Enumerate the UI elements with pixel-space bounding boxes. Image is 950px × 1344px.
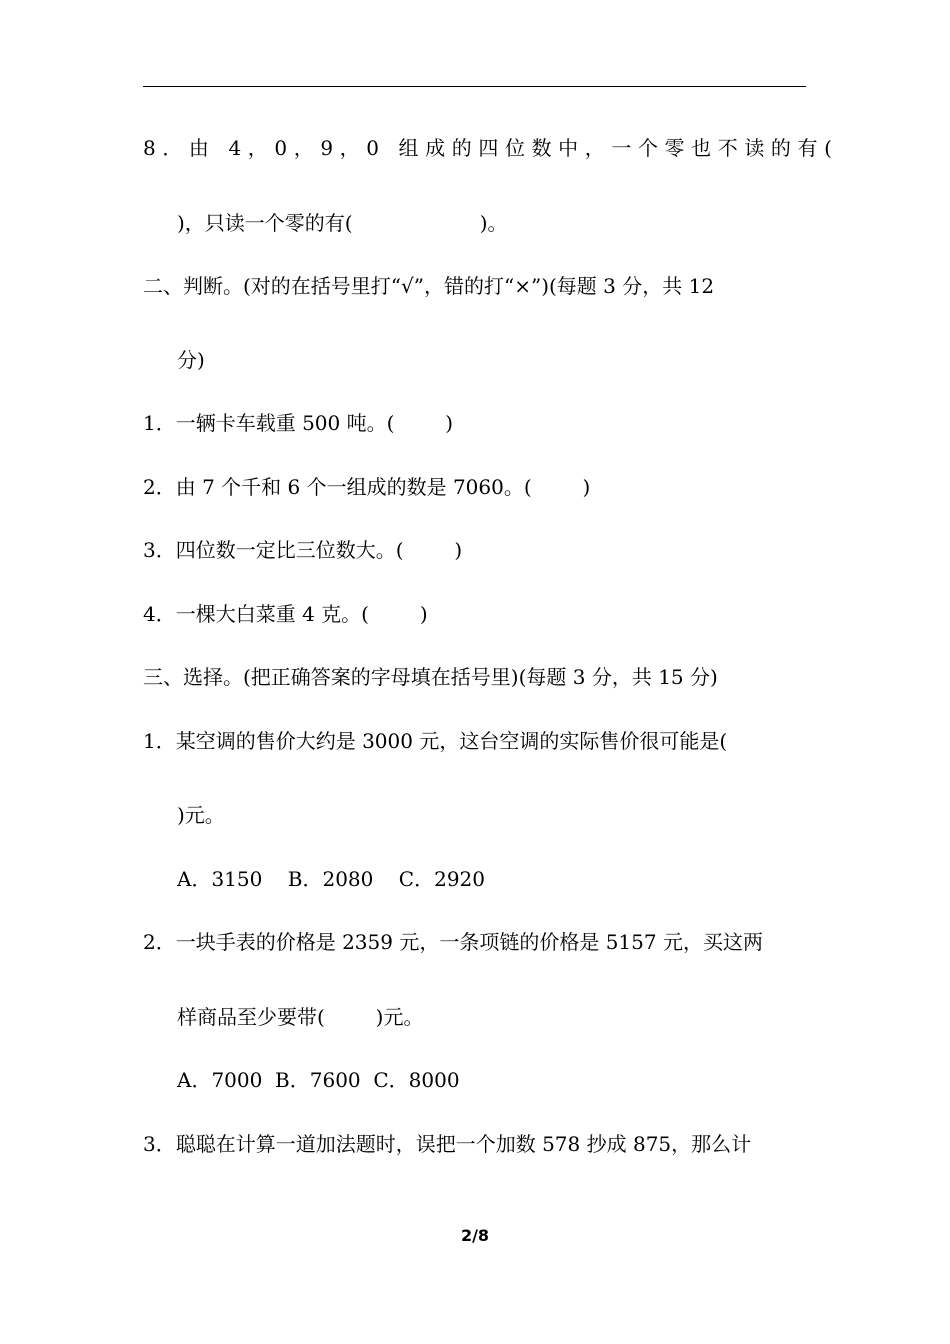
judge-item-2: 2．由 7 个千和 6 个一组成的数是 7060。( )	[143, 475, 591, 499]
choice-2-line-1: 2．一块手表的价格是 2359 元，一条项链的价格是 5157 元，买这两	[143, 930, 763, 954]
question-8-line-2: )，只读一个零的有( )。	[177, 211, 508, 235]
choice-2-options: A．7000 B．7600 C．8000	[177, 1068, 460, 1092]
judge-item-4: 4．一棵大白菜重 4 克。( )	[143, 602, 428, 626]
choice-3-line-1: 3．聪聪在计算一道加法题时，误把一个加数 578 抄成 875，那么计	[143, 1132, 752, 1156]
section-2-heading-cont: 分)	[177, 348, 205, 372]
header-rule	[143, 86, 806, 87]
judge-item-1: 1．一辆卡车载重 500 吨。( )	[143, 411, 454, 435]
choice-1-line-2: )元。	[177, 803, 225, 827]
page-number: 2/8	[460, 1226, 490, 1245]
choice-1-line-1: 1．某空调的售价大约是 3000 元，这台空调的实际售价很可能是(	[143, 729, 728, 753]
choice-2-line-2: 样商品至少要带( )元。	[177, 1005, 424, 1029]
section-3-heading: 三、选择。(把正确答案的字母填在括号里)(每题 3 分，共 15 分)	[143, 665, 718, 689]
judge-item-3: 3．四位数一定比三位数大。( )	[143, 538, 463, 562]
choice-1-options: A．3150 B．2080 C．2920	[177, 867, 485, 891]
question-8-line-1: 8．由 4，0，9，0 组成的四位数中，一个零也不读的有(	[143, 136, 839, 160]
section-2-heading: 二、判断。(对的在括号里打“√”，错的打“×”)(每题 3 分，共 12	[143, 274, 715, 298]
